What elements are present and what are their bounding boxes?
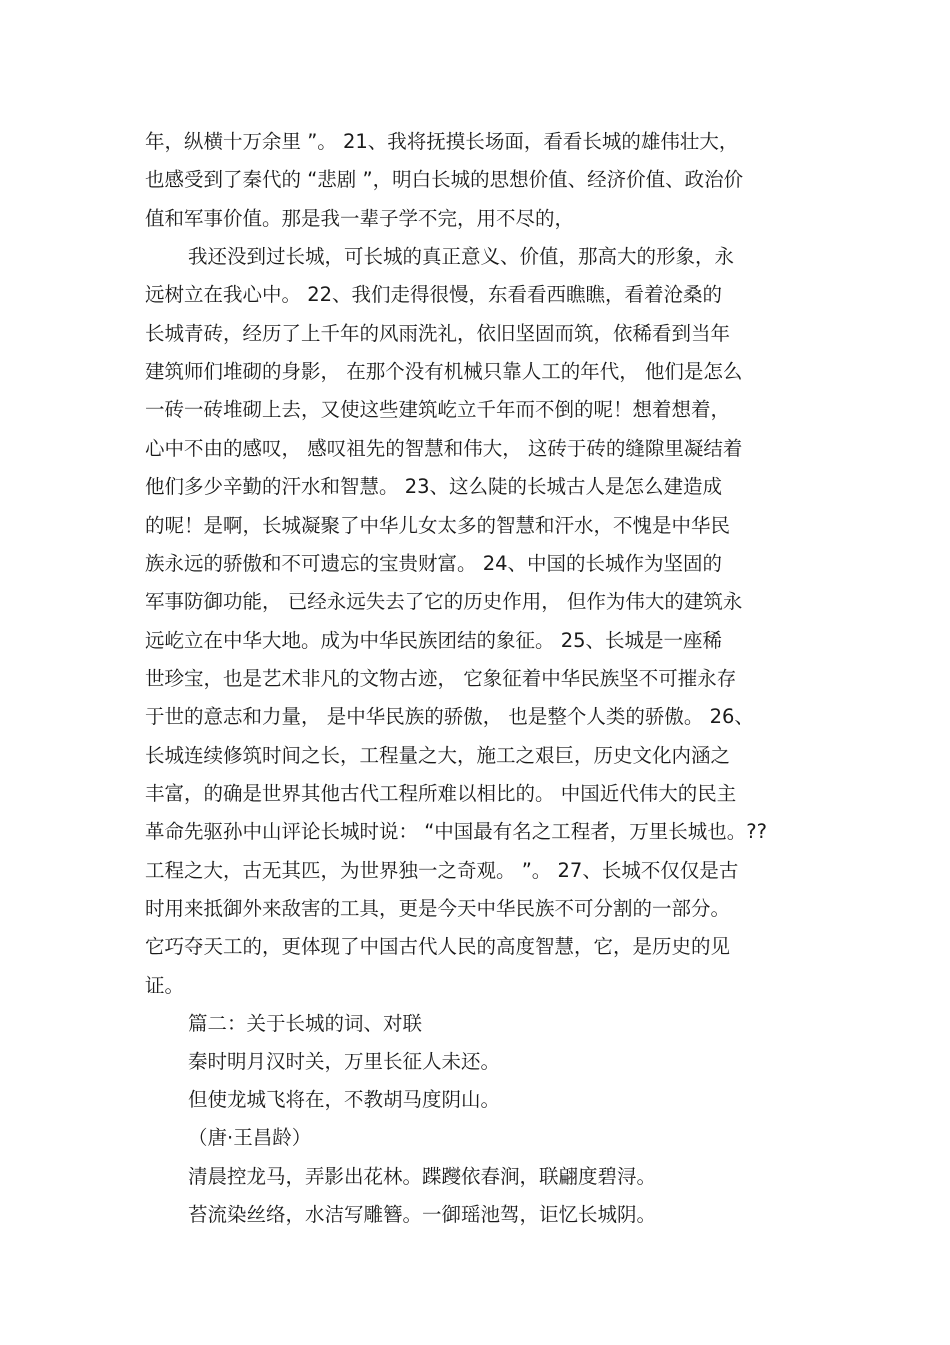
paragraph-line: 于世的意志和力量， 是中华民族的骄傲， 也是整个人类的骄傲。 26、 xyxy=(145,705,754,729)
paragraph-line: 证。 xyxy=(145,973,185,997)
paragraph-line: 世珍宝，也是艺术非凡的文物古迹， 它象征着中华民族坚不可摧永存 xyxy=(145,666,737,690)
paragraph-line: 心中不由的感叹， 感叹祖先的智慧和伟大， 这砖于砖的缝隙里凝结着 xyxy=(145,436,743,460)
paragraph-line: 远屹立在中华大地。成为中华民族团结的象征。 25、长城是一座稀 xyxy=(145,628,723,652)
paragraph-line: 军事防御功能， 已经永远失去了它的历史作用， 但作为伟大的建筑永 xyxy=(145,590,743,614)
paragraph-line: 的呢！是啊，长城凝聚了中华儿女太多的智慧和汗水，不愧是中华民 xyxy=(145,513,731,537)
paragraph-line: 远树立在我心中。 22、我们走得很慢，东看看西瞧瞧，看着沧桑的 xyxy=(145,283,723,307)
paragraph-line: 也感受到了秦代的 “悲剧 ”，明白长城的思想价值、经济价值、政治价 xyxy=(145,168,744,192)
paragraph-line: 一砖一砖堆砌上去，又使这些建筑屹立千年而不倒的呢！想着想着， xyxy=(145,398,731,422)
paragraph-line: 丰富，的确是世界其他古代工程所难以相比的。 中国近代伟大的民主 xyxy=(145,781,737,805)
paragraph-line: 它巧夺天工的，更体现了中国古代人民的高度智慧，它，是历史的见 xyxy=(145,935,731,959)
paragraph-line: 时用来抵御外来敌害的工具，更是今天中华民族不可分割的一部分。 xyxy=(145,897,731,920)
poem-line: 清晨控龙马，弄影出花林。蹀躞依春涧，联翩度碧浔。 xyxy=(188,1165,657,1188)
paragraph-line: 我还没到过长城，可长城的真正意义、价值，那高大的形象，永 xyxy=(188,245,735,269)
paragraph-line: 长城青砖，经历了上千年的风雨洗礼，依旧坚固而筑，依稀看到当年 xyxy=(145,321,731,345)
section-title: 篇二：关于长城的词、对联 xyxy=(188,1012,423,1035)
poem-line: 苔流染丝络，水洁写雕簪。一御瑶池驾，讵忆长城阴。 xyxy=(188,1203,657,1226)
poem-line: 秦时明月汉时关，万里长征人未还。 xyxy=(188,1050,501,1073)
paragraph-line: 革命先驱孙中山评论长城时说： “中国最有名之工程者，万里长城也。?? xyxy=(145,820,768,844)
poem-line: （唐·王昌龄） xyxy=(188,1126,312,1149)
paragraph-line: 族永远的骄傲和不可遗忘的宝贵财富。 24、中国的长城作为坚固的 xyxy=(145,551,723,575)
paragraph-line: 值和军事价值。那是我一辈子学不完，用不尽的， xyxy=(145,206,575,230)
paragraph-line: 他们多少辛勤的汗水和智慧。 23、这么陡的长城古人是怎么建造成 xyxy=(145,475,723,499)
paragraph-line: 年，纵横十万余里 ”。 21、我将抚摸长场面，看看长城的雄伟壮大， xyxy=(145,130,739,153)
poem-line: 但使龙城飞将在，不教胡马度阴山。 xyxy=(188,1088,501,1111)
paragraph-line: 工程之大，古无其匹，为世界独一之奇观。 ”。 27、长城不仅仅是古 xyxy=(145,858,739,882)
paragraph-line: 建筑师们堆砌的身影， 在那个没有机械只靠人工的年代， 他们是怎么 xyxy=(145,360,743,384)
paragraph-line: 长城连续修筑时间之长，工程量之大，施工之艰巨，历史文化内涵之 xyxy=(145,743,731,767)
